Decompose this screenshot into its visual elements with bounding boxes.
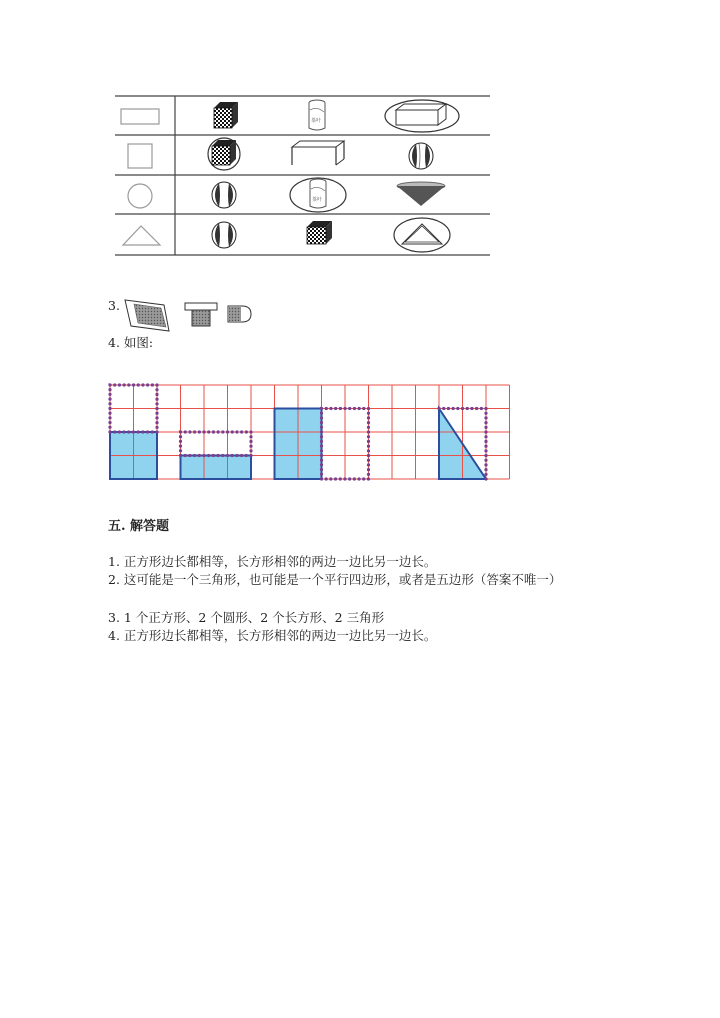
answer-item: 2. 这可能是一个三角形，也可能是一个平行四边形，或者是五边形（答案不唯一）	[108, 572, 562, 587]
parallelogram-shape-icon	[125, 300, 169, 331]
shaded-rectangle	[181, 456, 252, 480]
t-block-shape-icon	[185, 303, 217, 326]
grid-figure	[108, 380, 528, 484]
cone-icon	[397, 182, 445, 206]
striped-ball-icon	[409, 143, 433, 169]
striped-ball-icon	[212, 222, 236, 248]
svg-text:茶叶: 茶叶	[311, 118, 322, 124]
square-shape	[128, 144, 152, 168]
matching-table	[0, 0, 720, 270]
answer-item: 4. 正方形边长都相等，长方形相邻的两边一边比另一边长。	[108, 628, 437, 643]
svg-text:茶叶: 茶叶	[312, 197, 323, 203]
q3-label: 3.	[108, 298, 120, 313]
d-shape-icon	[228, 306, 251, 322]
circle-shape	[128, 184, 152, 208]
striped-ball-icon	[212, 182, 236, 208]
checkered-cube-icon	[307, 221, 332, 244]
cuboid-box-circled-icon	[385, 100, 459, 132]
q4-label: 4. 如图:	[108, 335, 154, 350]
tea-can-circled-icon	[290, 178, 346, 212]
q3-shapes	[120, 295, 260, 335]
dotted-rectangle	[181, 432, 252, 456]
checkered-cube-icon	[214, 102, 238, 128]
answer-item: 3. 1 个正方形、2 个圆形、2 个长方形、2 三角形	[108, 610, 385, 625]
section-title: 五. 解答题	[108, 519, 170, 534]
triangle-shape	[123, 226, 160, 245]
rectangle-shape	[121, 109, 159, 124]
triangle-block-circled-icon	[394, 218, 450, 252]
tea-can-icon	[309, 100, 325, 130]
answer-item: 1. 正方形边长都相等，长方形相邻的两边一边比另一边长。	[108, 554, 437, 569]
checkered-cube-circled-icon	[208, 138, 240, 170]
open-box-icon	[292, 141, 344, 165]
